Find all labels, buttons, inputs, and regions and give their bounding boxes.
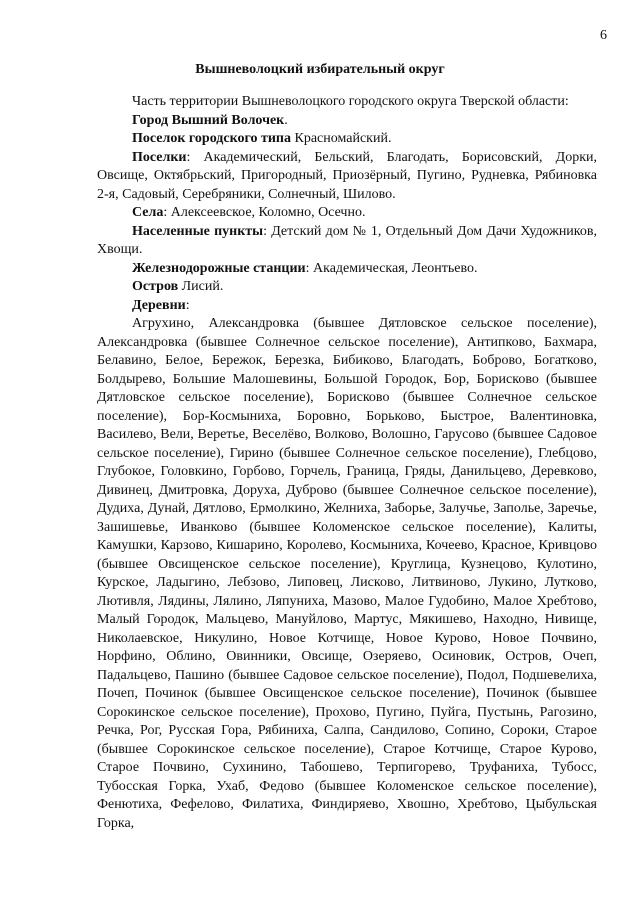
- derevni-heading: [97, 297, 597, 316]
- city-label: Город Вышний Волочек: [132, 112, 285, 128]
- settlement-paragraph: [97, 130, 597, 149]
- populated-points-label: Населенные пункты: [132, 223, 264, 239]
- settlement-value: Красномайский.: [291, 131, 392, 146]
- document-body: [97, 93, 597, 833]
- island-label: Остров: [132, 279, 179, 294]
- villages-small-label: Поселки: [132, 149, 187, 165]
- settlement-label: Поселок городского типа: [132, 131, 291, 146]
- derevni-tail: :: [185, 297, 190, 313]
- city-paragraph: [97, 112, 597, 131]
- selo-label: Села: [132, 205, 164, 220]
- island-value: Лисий.: [178, 279, 224, 294]
- railway-stations-value: : Академическая, Леонтьево.: [305, 260, 478, 276]
- page-number: 6: [600, 28, 607, 43]
- city-tail: .: [284, 112, 288, 128]
- derevni-label: Деревни: [132, 297, 186, 313]
- selo-paragraph: [97, 204, 597, 223]
- intro-paragraph: Часть территории Вышневолоцкого городского округа Тверской области:: [132, 94, 569, 109]
- derevni-list: Агрухино, Александровка (бывшее Дятловское сельское поселение), Александровка (бывшее Солнечное сельское поселение), Антипково, Бахмара, Белавино, Белое, Бережок, Березка, Бибиково, Благодать, Боброво, Богатково, Болдырево, Большие Малошевины, Большой Городок, Бор, Борисково (бывшее Дятловское сельское поселение), Борисково (бывшее Солнечное сельское поселение), Бор-Космыниха, Боровно, Борьково, Быстрое, Валентиновка, Василево, Вели, Веретье, Веселёво, Волково, Волошно, Гарусово (бывшее Садовое сельское поселение), Гирино (бывшее Солнечное сельское поселение), Глебцово, Глубокое, Головкино, Горбово, Горчель, Граница, Гряды, Данильцево, Деревково, Дивинец, Дмитровка, Доруха, Дуброво (бывшее Солнечное сельское поселение), Дудиха, Дунай, Дятлово, Ермолкино, Желниха, Заборье, Залучье, Заполье, Заречье, Зашишевье, Иванково (бывшее Коломенское сельское поселение), Калиты, Камушки, Карзово, Кишарино, Королево, Космыниха, Кочеево, Красное, Кривцово (бывшее Овсищенское сельское поселение), Круглица, Кузнецово, Кулотино, Курское, Ладыгино, Лебзово, Липовец, Лисково, Литвиново, Лукино, Лутково, Лютивля, Лядины, Лялино, Ляпуниха, Мазово, Малое Гудобино, Малое Хребтово, Малый Городок, Мальцево, Мануйлово, Мартус, Мякишево, Находно, Нивище, Николаевское, Никулино, Новое Котчище, Новое Курово, Новое Почвино, Норфино, Облино, Овинники, Овсище, Озеряево, Осиновик, Остров, Очеп, Падальцево, Пашино (бывшее Садовое сельское поселение), Подол, Подшевелиха, Почеп, Починок (бывшее Овсищенское сельское поселение), Починок (бывшее Сорокинское сельское поселение), Прохово, Пугино, Пуйга, Пустынь, Рагозино, Речка, Рог, Русская Гора, Рябиниха, Салпа, Сандилово, Сопино, Сороки, Старое (бывшее Сорокинское сельское поселение), Старое Котчище, Старое Курово, Старое Почвино, Сухинино, Табошево, Терпигорево, Труфаниха, Тубосс, Тубосская Горка, Ухаб, Федово (бывшее Коломенское сельское поселение), Фенютиха, Фефелово, Филатиха, Финдиряево, Хвошно, Хребтово, Цыбульская Горка,: [97, 316, 597, 831]
- villages-small-value: : Академический, Бельский, Благодать, Борисовский, Дорки, Овсище, Октябрьский, Пригородный, Приозёрный, Пугино, Рудневка, Рябиновка 2-я, Садовый, Серебряники, Солнечный, Шилово.: [97, 149, 597, 202]
- railway-stations-label: Железнодорожные станции: [132, 260, 306, 276]
- selo-value: : Алексеевское, Коломно, Осечно.: [163, 205, 366, 220]
- island-paragraph: [97, 278, 597, 297]
- villages-small-paragraph: [97, 149, 597, 205]
- railway-stations-paragraph: [97, 260, 597, 279]
- populated-points-value: : Детский дом № 1, Отдельный Дом Дачи Художников, Хвощи.: [97, 223, 597, 257]
- page-title: Вышневолоцкий избирательный округ: [195, 62, 445, 77]
- populated-points-paragraph: [97, 223, 597, 260]
